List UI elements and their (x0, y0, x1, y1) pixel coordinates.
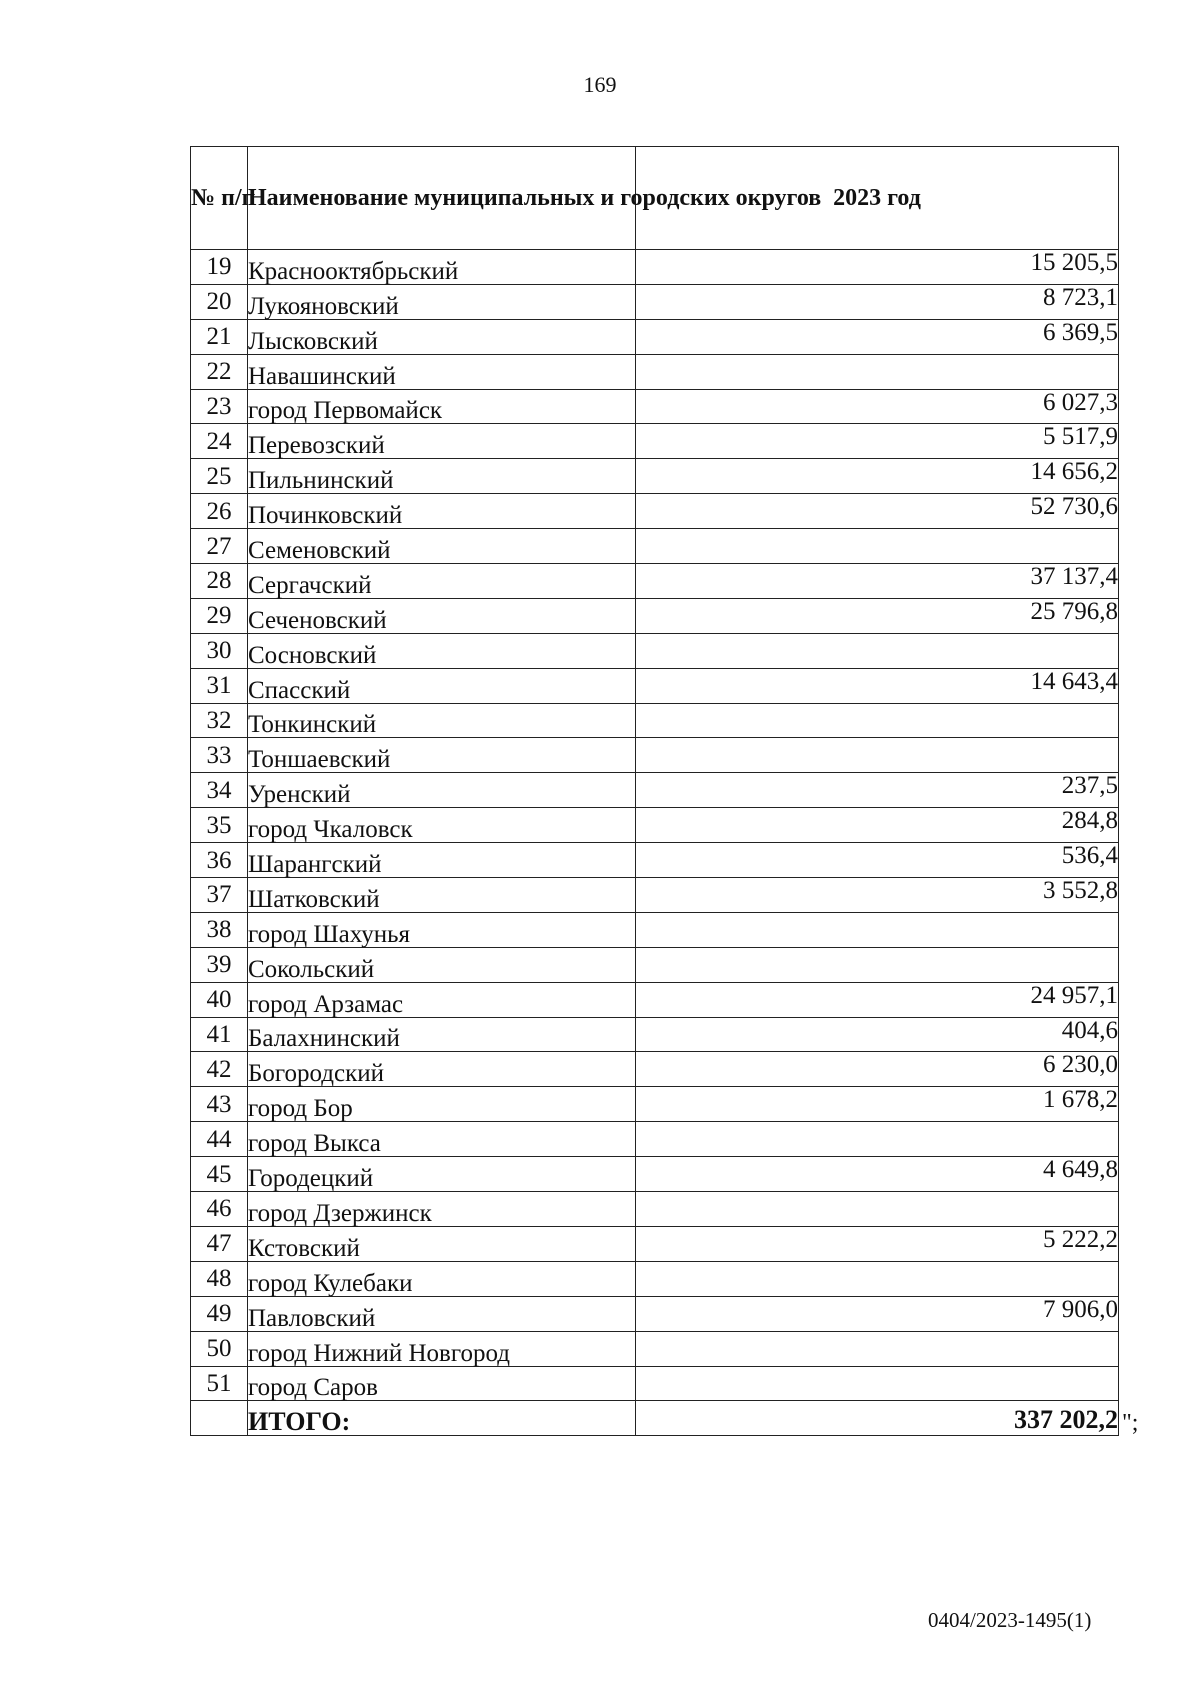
row-number: 42 (191, 1052, 248, 1087)
row-district-name: город Бор (248, 1087, 636, 1122)
table-row (191, 598, 1119, 633)
row-district-name: Сокольский (248, 947, 636, 982)
table-row (191, 389, 1119, 424)
row-number: 47 (191, 1226, 248, 1261)
row-district-name: Сергачский (248, 564, 636, 599)
table-row (191, 703, 1119, 738)
row-district-name: Краснооктябрьский (248, 250, 636, 285)
row-number: 29 (191, 598, 248, 633)
row-district-name: Городецкий (248, 1157, 636, 1192)
row-district-name: Шатковский (248, 878, 636, 913)
table-row (191, 738, 1119, 773)
row-number: 43 (191, 1087, 248, 1122)
row-value: 536,4 (636, 843, 1119, 878)
table-row (191, 1192, 1119, 1227)
row-number: 24 (191, 424, 248, 459)
row-value (636, 1192, 1119, 1227)
row-value: 5 517,9 (636, 424, 1119, 459)
row-district-name: Пильнинский (248, 459, 636, 494)
table-row (191, 1261, 1119, 1296)
row-number: 28 (191, 564, 248, 599)
row-value (636, 1122, 1119, 1157)
closing-quote-mark: "; (1122, 1410, 1139, 1436)
row-number: 26 (191, 494, 248, 529)
row-number: 23 (191, 389, 248, 424)
row-value: 5 222,2 (636, 1226, 1119, 1261)
row-value: 6 027,3 (636, 389, 1119, 424)
table-row (191, 250, 1119, 285)
row-district-name: Спасский (248, 668, 636, 703)
row-value: 237,5 (636, 773, 1119, 808)
row-district-name: Тоншаевский (248, 738, 636, 773)
row-number: 20 (191, 284, 248, 319)
row-value: 25 796,8 (636, 598, 1119, 633)
row-value: 37 137,4 (636, 564, 1119, 599)
row-district-name: Шарангский (248, 843, 636, 878)
row-number: 33 (191, 738, 248, 773)
table-row (191, 284, 1119, 319)
table-header-row (191, 147, 1119, 250)
row-value (636, 703, 1119, 738)
row-value: 8 723,1 (636, 284, 1119, 319)
row-value: 4 649,8 (636, 1157, 1119, 1192)
row-number: 34 (191, 773, 248, 808)
row-value: 24 957,1 (636, 982, 1119, 1017)
row-number: 19 (191, 250, 248, 285)
header-name: Наименование муниципальных и городских округов (248, 147, 636, 250)
row-district-name: город Чкаловск (248, 808, 636, 843)
row-number: 21 (191, 319, 248, 354)
row-value: 6 369,5 (636, 319, 1119, 354)
page-number: 169 (583, 72, 617, 97)
table-row (191, 1017, 1119, 1052)
row-number: 27 (191, 529, 248, 564)
row-number: 50 (191, 1331, 248, 1366)
row-number: 31 (191, 668, 248, 703)
allocation-table (190, 146, 1119, 1436)
row-value (636, 912, 1119, 947)
row-value: 404,6 (636, 1017, 1119, 1052)
table-row (191, 424, 1119, 459)
row-district-name: город Нижний Новгород (248, 1331, 636, 1366)
row-district-name: Тонкинский (248, 703, 636, 738)
row-number: 37 (191, 878, 248, 913)
row-value: 1 678,2 (636, 1087, 1119, 1122)
row-district-name: Богородский (248, 1052, 636, 1087)
row-district-name: город Арзамас (248, 982, 636, 1017)
document-code: 0404/2023-1495(1) (928, 1608, 1092, 1632)
table-row (191, 912, 1119, 947)
row-district-name: Сосновский (248, 633, 636, 668)
table-row (191, 947, 1119, 982)
total-number (191, 1401, 248, 1436)
row-number: 30 (191, 633, 248, 668)
row-district-name: город Выкса (248, 1122, 636, 1157)
row-value (636, 529, 1119, 564)
row-value (636, 1261, 1119, 1296)
row-value (636, 738, 1119, 773)
row-district-name: Павловский (248, 1296, 636, 1331)
total-value: 337 202,2 (636, 1401, 1119, 1436)
row-district-name: Семеновский (248, 529, 636, 564)
table-row (191, 1052, 1119, 1087)
row-number: 40 (191, 982, 248, 1017)
row-district-name: Балахнинский (248, 1017, 636, 1052)
table-body (191, 250, 1119, 1436)
row-district-name: Перевозский (248, 424, 636, 459)
table-row (191, 319, 1119, 354)
row-district-name: Лысковский (248, 319, 636, 354)
row-value (636, 1331, 1119, 1366)
table-row (191, 1087, 1119, 1122)
row-value (636, 1366, 1119, 1401)
table-row (191, 878, 1119, 913)
table-row (191, 529, 1119, 564)
table-row (191, 1366, 1119, 1401)
row-value (636, 354, 1119, 389)
table-row (191, 982, 1119, 1017)
row-value: 284,8 (636, 808, 1119, 843)
row-number: 25 (191, 459, 248, 494)
row-district-name: Навашинский (248, 354, 636, 389)
row-number: 49 (191, 1296, 248, 1331)
table-row (191, 564, 1119, 599)
table-row (191, 494, 1119, 529)
row-district-name: Кстовский (248, 1226, 636, 1261)
row-number: 36 (191, 843, 248, 878)
row-number: 22 (191, 354, 248, 389)
row-district-name: город Саров (248, 1366, 636, 1401)
row-number: 45 (191, 1157, 248, 1192)
row-district-name: город Первомайск (248, 389, 636, 424)
table-row (191, 808, 1119, 843)
table-row (191, 668, 1119, 703)
table-row (191, 459, 1119, 494)
row-district-name: город Дзержинск (248, 1192, 636, 1227)
row-value (636, 947, 1119, 982)
header-year: 2023 год (636, 147, 1119, 250)
row-number: 39 (191, 947, 248, 982)
table-row (191, 354, 1119, 389)
row-district-name: город Кулебаки (248, 1261, 636, 1296)
row-number: 44 (191, 1122, 248, 1157)
row-number: 32 (191, 703, 248, 738)
row-district-name: Уренский (248, 773, 636, 808)
row-district-name: Сеченовский (248, 598, 636, 633)
row-number: 41 (191, 1017, 248, 1052)
row-number: 46 (191, 1192, 248, 1227)
table-row (191, 633, 1119, 668)
row-value: 6 230,0 (636, 1052, 1119, 1087)
table-row (191, 773, 1119, 808)
row-district-name: Лукояновский (248, 284, 636, 319)
row-number: 51 (191, 1366, 248, 1401)
table-row (191, 1122, 1119, 1157)
table-row (191, 1296, 1119, 1331)
row-number: 35 (191, 808, 248, 843)
total-label: ИТОГО: (248, 1401, 636, 1436)
row-number: 38 (191, 912, 248, 947)
row-value: 14 656,2 (636, 459, 1119, 494)
row-value: 52 730,6 (636, 494, 1119, 529)
row-district-name: город Шахунья (248, 912, 636, 947)
row-number: 48 (191, 1261, 248, 1296)
table-row (191, 1157, 1119, 1192)
row-value: 14 643,4 (636, 668, 1119, 703)
table-row (191, 843, 1119, 878)
row-district-name: Починковский (248, 494, 636, 529)
table-row (191, 1226, 1119, 1261)
row-value (636, 633, 1119, 668)
row-value: 3 552,8 (636, 878, 1119, 913)
total-row (191, 1401, 1119, 1436)
header-number: № п/п (191, 147, 248, 250)
table-row (191, 1331, 1119, 1366)
row-value: 15 205,5 (636, 250, 1119, 285)
row-value: 7 906,0 (636, 1296, 1119, 1331)
